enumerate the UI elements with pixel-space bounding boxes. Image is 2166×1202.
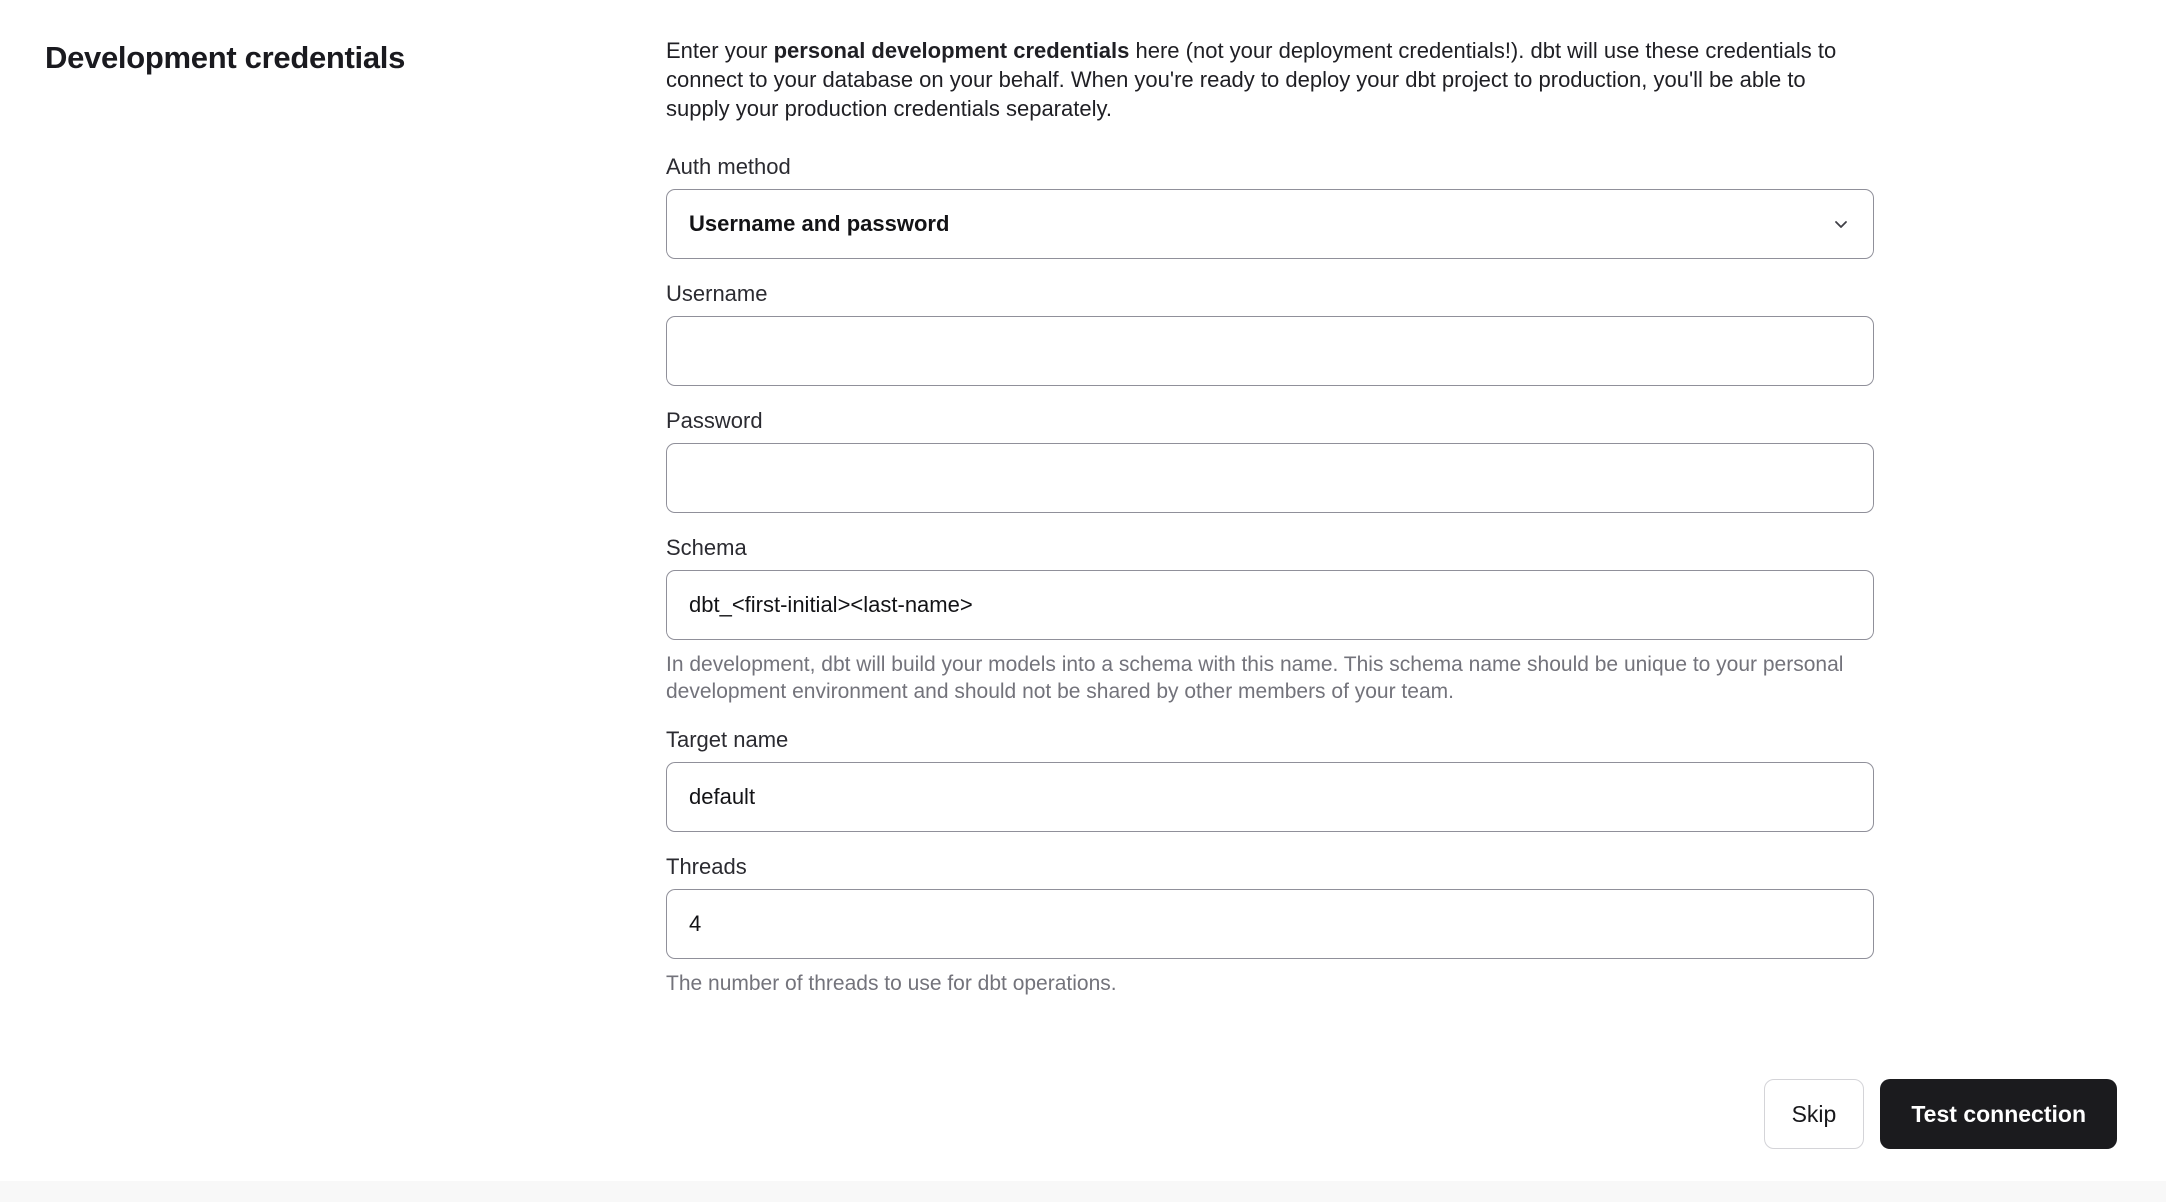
intro-bold: personal development credentials: [773, 38, 1130, 63]
target-name-input[interactable]: [666, 762, 1874, 832]
intro-text: [666, 36, 1874, 123]
auth-method-field: [666, 154, 1874, 259]
threads-input[interactable]: [666, 889, 1874, 959]
threads-help-text: The number of threads to use for dbt operations.: [666, 972, 1117, 995]
schema-input[interactable]: [666, 570, 1874, 640]
password-label: Password: [666, 408, 763, 433]
test-connection-button[interactable]: Test connection: [1880, 1079, 2117, 1149]
target-name-label: Target name: [666, 727, 789, 752]
username-input[interactable]: [666, 316, 1874, 386]
intro-post: here (not your deployment credentials!). dbt will use these credentials to connect to your database on your behalf. When you're ready to deploy your dbt project to production, you'll be able to supply your production credentials separately.: [666, 38, 1837, 121]
username-field: [666, 281, 1874, 386]
schema-label: Schema: [666, 535, 747, 560]
intro-pre: Enter your: [666, 38, 774, 63]
auth-method-label: Auth method: [666, 154, 791, 179]
threads-label: Threads: [666, 854, 747, 879]
schema-help-text: In development, dbt will build your models into a schema with this name. This schema name should be unique to your personal development environment and should not be shared by other members of your team.: [666, 653, 1844, 703]
skip-button[interactable]: Skip: [1764, 1079, 1865, 1149]
chevron-down-icon: [1831, 214, 1851, 234]
auth-method-select[interactable]: [666, 189, 1874, 259]
page-title: Development credentials: [45, 40, 406, 75]
target-name-field: [666, 727, 1874, 832]
credentials-form: [666, 36, 1874, 1019]
password-input[interactable]: [666, 443, 1874, 513]
footer-actions: [1764, 1079, 2117, 1149]
bottom-edge-strip: [0, 1181, 2166, 1202]
auth-method-value: Username and password: [689, 211, 950, 236]
threads-field: [666, 854, 1874, 997]
username-label: Username: [666, 281, 768, 306]
password-field: [666, 408, 1874, 513]
schema-field: [666, 535, 1874, 705]
